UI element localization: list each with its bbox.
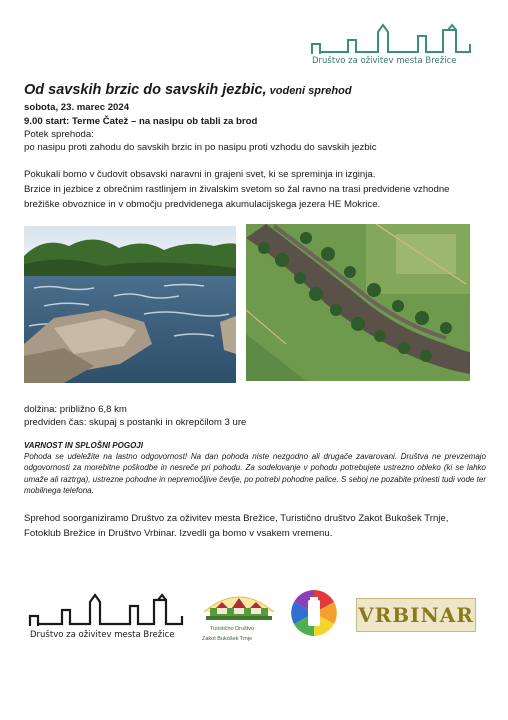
zakot-line1: Turistično Društvo — [210, 626, 255, 632]
header-logo — [308, 22, 476, 72]
route-label: Potek sprehoda: — [24, 129, 94, 140]
vrbinar-logo-text: VRBINAR — [358, 603, 474, 627]
title-main: Od savskih brzic do savskih jezbic, — [24, 82, 267, 98]
event-start: 9.00 start: Terme Čatež – na nasipu ob tabli za brod — [24, 116, 258, 127]
drustvo-logo — [26, 592, 186, 650]
drustvo-logo-caption: Društvo za oživitev mesta Brežice — [30, 630, 175, 640]
description-p1: Pokukali bomo v čudovit obsavski naravni in grajeni svet, ki se spreminja in izginja. — [24, 169, 376, 180]
header-logo-caption: Društvo za oživitev mesta Brežice — [312, 56, 457, 66]
organizers-text: Sprehod soorganiziramo Društvo za oživitev mesta Brežice, Turistično društvo Zakot Bukošek Trnje, Fotoklub Brežice in Društvo Vrbinar. Izvedli ga bomo v vsakem vremenu. — [24, 513, 449, 539]
notice-title: VARNOST IN SPLOŠNI POGOJI — [24, 441, 143, 450]
page-title — [24, 82, 352, 98]
route-text: po nasipu proti zahodu do savskih brzic in po nasipu proti vzhodu do savskih jezbic — [24, 142, 377, 153]
zakot-line2: Zakot Bukošek Trnje — [202, 636, 253, 642]
castle-outline-icon — [26, 592, 186, 630]
rapids-photo — [24, 226, 236, 383]
notice-text: Pohoda se udeležite na lastno odgovornost! Na dan pohoda niste nezgodno ali drugače zavarovani. Društva ne prevzemajo odgovornosti za morebitne poškodbe in nesreče pri pohodu. Za sodelovanje v pohodu potrebujete ustrezno obleko (ki se lahko umaže ali raztrga), ustrezne pohodne in nepremočljive čevlje, po potrebi pohodne palice. S seboj ne pozabite prinesti tudi vode ter mobilnega telefona. — [24, 452, 486, 496]
aerial-photo — [246, 224, 470, 381]
event-date: sobota, 23. marec 2024 — [24, 102, 130, 113]
duration-info: predviden čas: skupaj s postanki in okrepčilom 3 ure — [24, 417, 247, 428]
vrbinar-logo — [356, 598, 476, 632]
zakot-logo — [202, 588, 276, 650]
description-p2: Brzice in jezbice z obrečnim rastlinjem in živalskim svetom so žal ravno na trasi predvidene vzhodne brežiške obvoznice in v območju predvidenega akumulacijskega jezera HE Mokrice. — [24, 184, 450, 210]
title-sub: vodeni sprehod — [266, 85, 352, 97]
camera-aperture-icon — [289, 588, 339, 638]
fotoklub-logo — [289, 588, 339, 638]
length-info: dolžina: približno 6,8 km — [24, 404, 127, 415]
castle-outline-icon — [308, 22, 476, 56]
village-icon — [202, 588, 276, 624]
